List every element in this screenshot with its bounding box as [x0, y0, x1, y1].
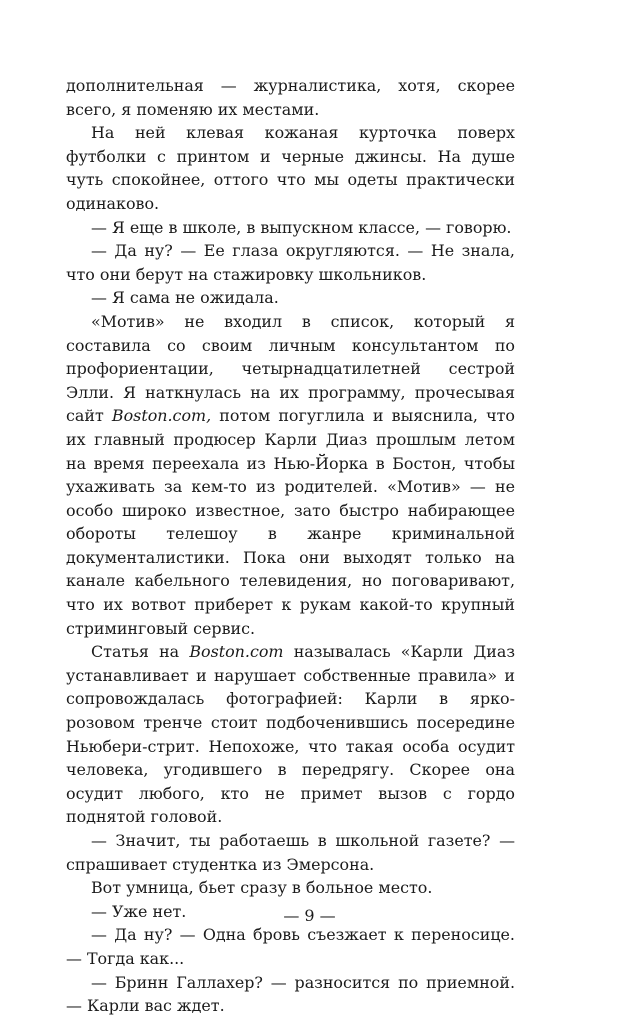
paragraph-text: — Бринн Галлахер? — разносится по приемной. — Карли вас ждет.: [66, 972, 515, 1016]
paragraph-text: — Я еще в школе, в выпускном классе, — говорю.: [91, 217, 512, 237]
paragraph: [66, 876, 515, 900]
paragraph-text: — Я сама не ожидала.: [91, 288, 279, 308]
paragraph-text: — Уже нет.: [91, 901, 187, 921]
paragraph: [66, 310, 515, 640]
dialogue-line: [66, 829, 515, 876]
dialogue-line: [66, 239, 515, 286]
site-name-italic: Boston.com: [189, 642, 284, 662]
paragraph-text: — Да ну? — Одна бровь съезжает к переносице. — Тогда как...: [66, 925, 515, 968]
page-body: [66, 74, 515, 1018]
dialogue-line: [66, 286, 515, 310]
paragraph-text: — Значит, ты работаешь в школьной газете? — спрашивает студентка из Эмерсона.: [66, 831, 515, 874]
paragraph-text: — Да ну? — Ее глаза округляются. — Не знала, что они берут на стажировку школьников.: [66, 241, 515, 284]
paragraph-text: потом погуглила и выяснила, что их главный продюсер Карли Диаз прошлым летом на время переехала из Нью-Йорка в Бостон, чтобы ухаживать за кем-то из родителей. «Мотив» — не особо широко известное, зато быстро набирающее обороты телешоу в жанре криминальной документалистики. Пока они выходят только на канале кабельного телевидения, но поговаривают, что их вотвот приберет к рукам какой-то крупный стриминговый сервис.: [66, 406, 515, 638]
page-number: — 9 —: [283, 906, 336, 925]
paragraph-text: Вот умница, бьет сразу в больное место.: [91, 878, 433, 898]
paragraph: [66, 74, 515, 121]
paragraph-text: дополнительная — журналистика, хотя, скорее всего, я поменяю их местами.: [66, 76, 515, 119]
dialogue-line: [66, 923, 515, 970]
paragraph-text: На ней клевая кожаная курточка поверх футболки с принтом и черные джинсы. На душе чуть спокойнее, оттого что мы одеты практически одинаково.: [66, 123, 515, 213]
paragraph-text: «Мотив» не входил в список, который я составила со своим личным консультантом по профориентации, четырнадцатилетней сестрой Элли. Я наткнулась на их программу, прочесывая сайт: [66, 311, 515, 426]
paragraph-text: называлась «Карли Диаз устанавливает и нарушает собственные правила» и сопровождалась фотографией: Карли в ярко-розовом тренче стоит подбоченившись посередине Ньюбери-стрит. Непохоже, что такая особа осудит человека, угодившего в передрягу. Скорее она осудит любого, кто не примет вызов с гордо поднятой головой.: [66, 642, 515, 827]
paragraph: [66, 640, 515, 829]
site-name-italic: Boston.com,: [111, 406, 212, 426]
dialogue-line: [66, 971, 515, 1018]
paragraph-text: Статья на: [91, 642, 190, 662]
paragraph: [66, 121, 515, 215]
dialogue-line: [66, 216, 515, 240]
